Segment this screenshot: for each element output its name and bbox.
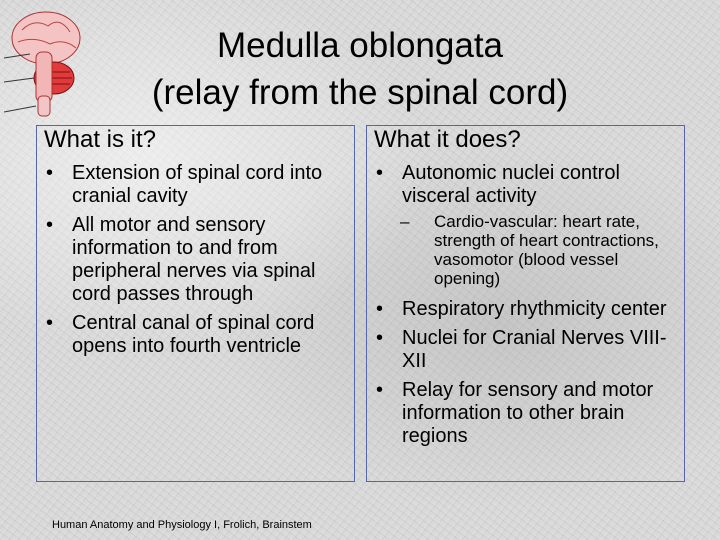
right-heading: What it does?	[374, 126, 521, 153]
bullet-icon: •	[376, 379, 384, 401]
list-item: • Relay for sensory and motor information to other brain regions	[376, 379, 654, 447]
list-item: • Central canal of spinal cord opens into fourth ventricle	[46, 312, 315, 357]
left-heading: What is it?	[44, 126, 157, 153]
bullet-icon: •	[46, 214, 54, 236]
footer-text: Human Anatomy and Physiology I, Frolich, Brainstem	[52, 519, 312, 531]
list-item: • All motor and sensory information to and from peripheral nerves via spinal cord passes through	[46, 214, 316, 305]
sub-list-item: – Cardio-vascular: heart rate, strength of heart contractions, vasomotor (blood vessel opening)	[400, 212, 659, 288]
bullet-icon: •	[46, 162, 54, 184]
bullet-icon: •	[376, 162, 384, 184]
bullet-icon: •	[46, 312, 54, 334]
list-item: • Autonomic nuclei control visceral activity – Cardio-vascular: heart rate, strength of heart contractions, vasomotor (blood vessel opening)	[368, 162, 680, 288]
list-item: • Nuclei for Cranial Nerves VIII-XII	[376, 327, 667, 372]
dash-icon: –	[400, 212, 410, 231]
right-bullet-list	[368, 162, 680, 454]
brain-illustration-icon	[4, 8, 104, 118]
sub-bullet-list	[402, 212, 680, 288]
bullet-icon: •	[376, 298, 384, 320]
slide-title	[110, 22, 610, 116]
left-bullet-list	[38, 162, 338, 364]
bullet-icon: •	[376, 327, 384, 349]
title-line-2: (relay from the spinal cord)	[151, 73, 569, 112]
list-item: • Extension of spinal cord into cranial cavity	[46, 162, 323, 207]
list-item: • Respiratory rhythmicity center	[376, 298, 667, 320]
title-line-1: Medulla oblongata	[216, 26, 504, 65]
